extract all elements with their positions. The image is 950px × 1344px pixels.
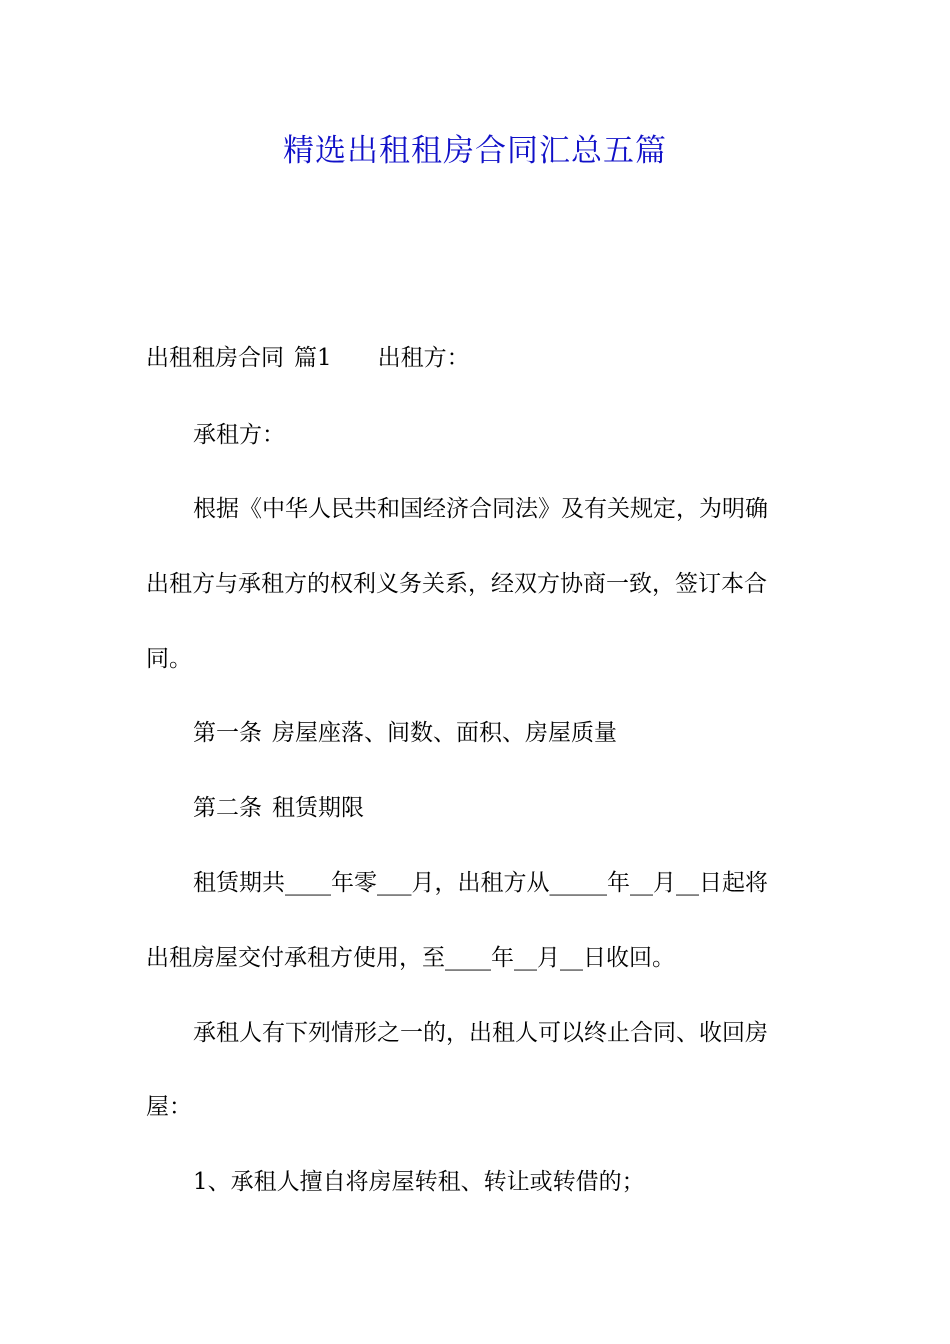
section-number: 篇1 <box>294 345 332 371</box>
article-1-label: 第一条 <box>193 720 262 746</box>
article-2-label: 第二条 <box>193 795 262 821</box>
section-heading-line <box>146 340 470 376</box>
article-1-line <box>193 715 617 751</box>
preamble-line-2: 出租方与承租方的权利义务关系，经双方协商一致，签订本合 <box>146 571 767 597</box>
section-heading: 出租租房合同 <box>146 345 284 371</box>
preamble-line-3: 同。 <box>146 646 192 672</box>
lessee-label: 承租方： <box>193 422 285 448</box>
item-1: 1、承租人擅自将房屋转租、转让或转借的； <box>193 1169 645 1195</box>
article-2-line <box>193 790 364 826</box>
lessor-label: 出租方： <box>377 345 470 371</box>
article-2-text: 租赁期限 <box>272 795 364 821</box>
document-title: 精选出租租房合同汇总五篇 <box>283 133 667 169</box>
term-line-1: 租赁期共____年零___月，出租方从_____年__月__日起将 <box>193 870 768 896</box>
termination-line-2: 屋： <box>146 1094 192 1120</box>
term-line-2: 出租房屋交付承租方使用，至____年__月__日收回。 <box>146 945 675 971</box>
article-1-text: 房屋座落、间数、面积、房屋质量 <box>272 720 617 746</box>
preamble-line-1: 根据《中华人民共和国经济合同法》及有关规定，为明确 <box>193 496 768 522</box>
termination-line-1: 承租人有下列情形之一的，出租人可以终止合同、收回房 <box>193 1020 768 1046</box>
